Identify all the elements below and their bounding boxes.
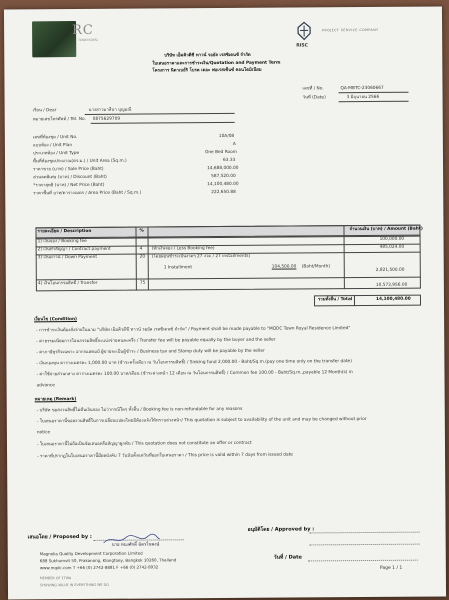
unit-label: ส่วนลดพิเศษ (บาท) / Discount (Baht) xyxy=(33,174,107,181)
table-row-note: (หักเงินจอง / Less Booking fee) xyxy=(151,246,215,252)
footer-company-name: Magnolia Quality Development Corporation Limited xyxy=(39,550,143,557)
remark-item: - บริษัท ขอสงวนสิทธิ์ไม่คืนเงินจอง ไม่ว่ากรณีใดๆ ทั้งสิ้น / Booking fee is non-refundable for any reasons xyxy=(36,406,243,414)
table-row-desc: 1) เงินจอง / Booking fee xyxy=(37,238,87,245)
approved-by-label: อนุมัติโดย / Approved by : xyxy=(247,526,315,533)
table-header-amount: จำนวนเงิน (บาท) / Amount (Baht) xyxy=(349,226,423,233)
installment-amount: 104,500.00 xyxy=(271,264,297,270)
unit-value: A xyxy=(232,141,236,147)
condition-item: - ค่าใช้จ่ายส่วนกลาง ตารางเมตรละ 100.00 บาท/เดือน (ชำระล่วงหน้า 12 เดือน ณ วันโอนกรรมสิทธิ์) / Common fee 100.00 - Baht/Sq.m.,payable 12 Month(s) in xyxy=(36,370,353,378)
total-value: 14,100,480.00 xyxy=(375,296,411,302)
doc-number-label: เลขที่ / No. xyxy=(302,86,324,92)
date-label: วันที่ / Date xyxy=(273,554,302,561)
company-name-thai: บริษัท เอ็มคิวดีซี ทาวน์ รอยัล เรสซิเดนซ์ จำกัด xyxy=(164,52,251,59)
footer-member: MEMBER OF 1TWA xyxy=(39,576,72,581)
remark-item: - ใบเสนอราคานี้ขอสงวนสิทธิ์ในการเปลี่ยนแปลงโดยมิต้องแจ้งให้ทราบล่วงหน้า/ This quotation is subject to availability of the unit and may be changed without prior xyxy=(36,417,367,425)
doc-number-value: QA-MBTC-23060667 xyxy=(340,85,384,92)
table-row-percent: 75 xyxy=(139,280,146,286)
project-name: โครงการ นิดาเบย์ริ โบรค เดอะ ฟอเรสเซ็นซ์ คอนโดมิเนียม xyxy=(152,67,262,74)
remark-item: - ใบเสนอราคานี้ไม่ถือเป็นข้อเสนอหรือสัญญาผูกพัน / This quotation does not constitute an offer or contract xyxy=(36,440,252,448)
footer-address: 688 Sukhumvit 50, Prakanong, Klongtoey, Bangkok 10260, Thailand xyxy=(39,557,177,564)
table-header-description: รายละเอียด / Description xyxy=(37,228,92,235)
signer-name: นาย ทนงศักดิ์ ฉัตรโนพงษ์ xyxy=(111,542,160,548)
dear-label: เรียน / Dear xyxy=(32,108,57,114)
unit-value: 14,688,000.00 xyxy=(207,165,239,172)
unit-value: 10A/08 xyxy=(218,133,235,140)
unit-label: *ราคาสุทธิ (บาท) / Net Price (Baht) xyxy=(33,182,105,189)
remark-item: notice xyxy=(36,430,51,436)
remark-item: - ราคาที่ปรากฏในใบเสนอราคานี้มีผลบังคับ 7 วันนับตั้งแต่วันที่ออกใบเสนอราคา / This price is valid within 7 days from issued date xyxy=(37,452,293,460)
unit-value: 222,650.88 xyxy=(211,189,236,196)
table-row-amount: 2,821,500.00 xyxy=(375,267,405,273)
condition-item: - เงินกองทุน ตารางเมตรละ 1,000.00 บาท (ชำระครั้งเดียว ณ วันโอนกรรมสิทธิ์) / Sinking fund 2,000.00 - Baht/Sq.m.(pay one time only on the transfer date) xyxy=(36,359,352,367)
unit-label: พื้นที่ห้องชุดประมาณ(ตร.ม.) / Unit Area (Sq.m.) xyxy=(32,158,127,165)
proposed-by-label: เสนอโดย / Proposed by : xyxy=(27,533,92,541)
table-header-percent: % xyxy=(139,228,144,234)
doc-date-value: 3 มิถุนายน 2566 xyxy=(346,94,380,101)
footer-tagline: SHOWING VALUE IN EVERYTHING WE DO xyxy=(39,582,109,588)
tel-value: 0875629709 xyxy=(92,116,121,122)
table-row-amount: 485,024.00 xyxy=(379,244,405,250)
unit-label: แบบห้อง / Unit Plan xyxy=(32,143,73,149)
doc-date-label: วันที่ (Date) xyxy=(302,95,326,101)
company-logo-text: RC xyxy=(72,22,94,39)
installment-unit: (Baht/Month) xyxy=(301,264,331,270)
installment-label: 1 Installment xyxy=(163,265,193,271)
company-logo-subtext: TOWN ROYAL xyxy=(78,37,99,43)
condition-item: advance xyxy=(36,383,55,389)
unit-value: 587,520.00 xyxy=(211,173,236,180)
unit-label: ราคาขาย (บาท) / Sale Price (Baht) xyxy=(33,166,104,173)
risc-company-label: PROJECT SERVICE COMPANY xyxy=(322,27,379,33)
conditions-heading: เงื่อนไข (Condition) xyxy=(34,317,77,323)
tel-label: หมายเลขโทรศัพท์ / Tel. No. xyxy=(32,116,86,123)
unit-label: เลขที่ห้องชุด / Unit No. xyxy=(32,135,78,141)
quotation-document xyxy=(4,6,446,599)
condition-item: - ค่าธรรมเนียมการโอนกรรมสิทธิ์จะแบ่งจ่ายคนละครึ่ง / Transfer fee will be payable equally by the buyer and the seller xyxy=(36,337,276,345)
footer-contact: www.mqdc.com T +66 (0) 2742-8881 F +66 (0) 2742-8932 xyxy=(39,564,159,571)
dear-value: นางสาวมาลีนา บุญมณี xyxy=(88,107,132,113)
unit-label: ราคาพื้นที่ บาท/ตารางเมตร / Area Price (Baht / Sq.m.) xyxy=(33,190,142,197)
table-row-amount: 100,000.00 xyxy=(379,236,405,242)
risc-emblem-icon xyxy=(296,21,312,41)
document-title: ใบเสนอราคาและการชำระเงิน/Quotation and Payment Term xyxy=(152,60,281,67)
table-row-desc: 4) เงินโอนกรรมสิทธิ์ / Transfer xyxy=(37,280,98,287)
table-row-percent: 20 xyxy=(139,254,146,260)
unit-value: 63.33 xyxy=(222,157,236,164)
table-row-amount: 10,573,956.00 xyxy=(375,282,408,288)
condition-item: - การชำระเงินต้องสั่งจ่ายในนาม "บริษัท เอ็มคิวดีซี ทาวน์ รอยัล เรสซิเดนซ์ จำกัด" / Payment shall be made payable to "MQDC Town Royal Residence Limited" xyxy=(36,326,351,334)
table-row-desc: 2) เงินทำสัญญา / Contract payment xyxy=(37,246,111,253)
condition-item: - ค่าภาษีธุรกิจเฉพาะ อากรแสตมป์ ผู้ขายจะเป็นผู้ชำระ / Business tax and Stamp duty will be payable by the seller xyxy=(36,348,265,356)
table-row-note: (โดยผ่อนชำระเป็นงวดๆ 27 งวด / 27 installments) xyxy=(151,253,251,260)
unit-label: ประเภทห้อง / Unit Type xyxy=(32,151,80,157)
risc-label: RISC xyxy=(296,43,308,49)
page-number: Page 1 / 1 xyxy=(379,565,403,571)
company-logo-image xyxy=(32,21,76,57)
table-row-desc: 3) เงินดาวน์ / Down Payment xyxy=(37,254,98,261)
total-label: รวมทั้งสิ้น / Total xyxy=(317,297,353,303)
unit-value: One Bed Room xyxy=(204,149,238,156)
unit-value: 14,100,480.00 xyxy=(207,181,239,188)
table-row-percent: 4 xyxy=(139,246,143,252)
remarks-heading: หมายเหตุ (Remark) xyxy=(34,397,77,403)
